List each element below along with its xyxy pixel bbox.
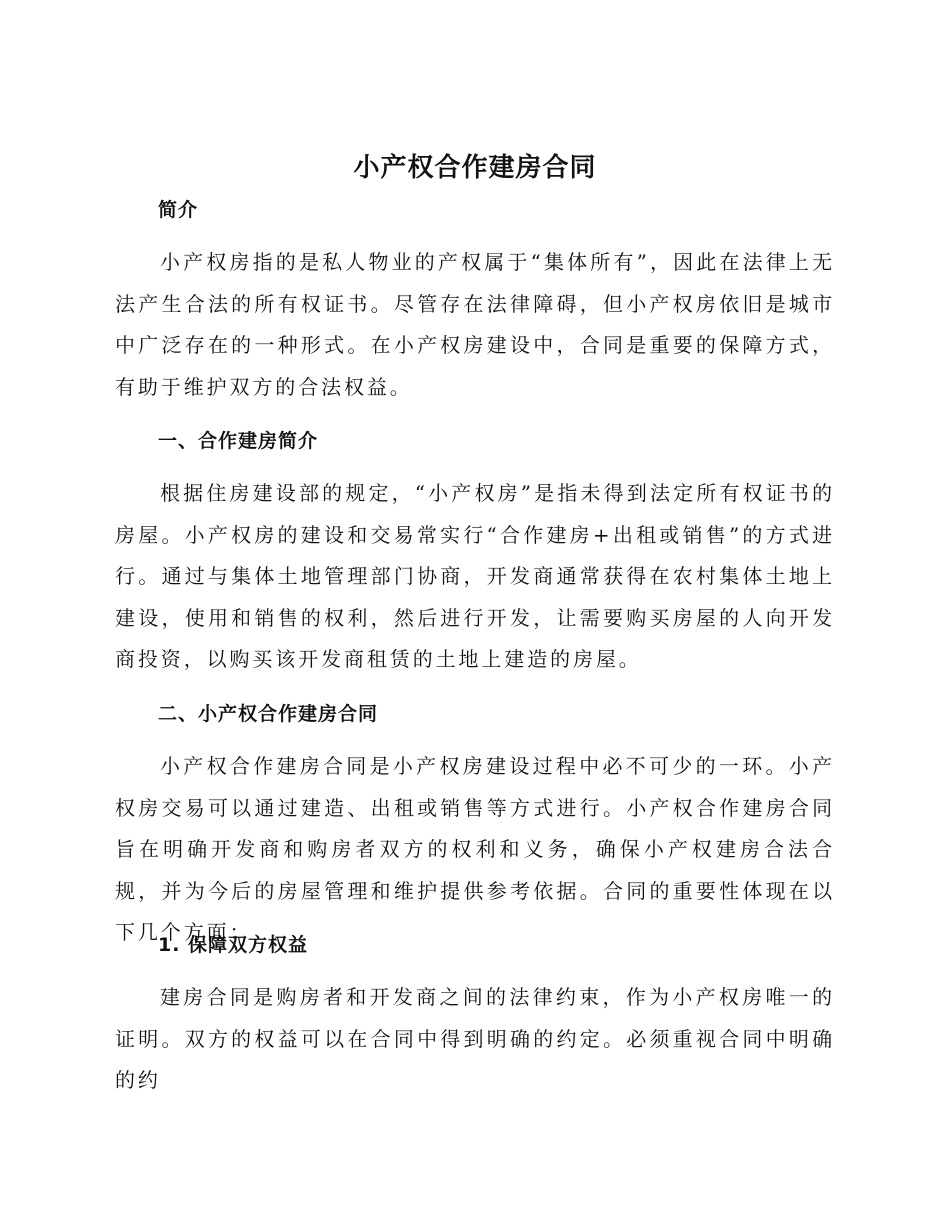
section-paragraph-protect-rights: 建房合同是购房者和开发商之间的法律约束，作为小产权房唯一的证明。双方的权益可以在合同中得到明确的约定。必须重视合同中明确的约	[115, 985, 835, 1092]
section-heading-contract: 二、小产权合作建房合同	[158, 703, 379, 725]
section-paragraph-contract: 小产权合作建房合同是小产权房建设过程中必不可少的一环。小产权房交易可以通过建造、出租或销售等方式进行。小产权合作建房合同旨在明确开发商和购房者双方的权利和义务，确保小产权建房合法合规，并为今后的房屋管理和维护提供参考依据。合同的重要性体现在以下几个方面：	[115, 754, 835, 944]
section-paragraph-intro: 小产权房指的是私人物业的产权属于“集体所有”，因此在法律上无法产生合法的所有权证书。尽管存在法律障碍，但小产权房依旧是城市中广泛存在的一种形式。在小产权房建设中，合同是重要的保障方式，有助于维护双方的合法权益。	[115, 250, 835, 399]
section-heading-cooperative-building: 一、合作建房简介	[158, 430, 319, 452]
section-heading-protect-rights: 1. 保障双方权益	[158, 934, 309, 956]
section-paragraph-cooperative-building: 根据住房建设部的规定，“小产权房”是指未得到法定所有权证书的房屋。小产权房的建设和交易常实行“合作建房+出租或销售”的方式进行。通过与集体土地管理部门协商，开发商通常获得在农村集体土地上建设，使用和销售的权利，然后进行开发，让需要购买房屋的人向开发商投资，以购买该开发商租赁的土地上建造的房屋。	[115, 481, 835, 671]
document-title: 小产权合作建房合同	[353, 153, 597, 183]
section-heading-intro: 简介	[158, 199, 199, 221]
